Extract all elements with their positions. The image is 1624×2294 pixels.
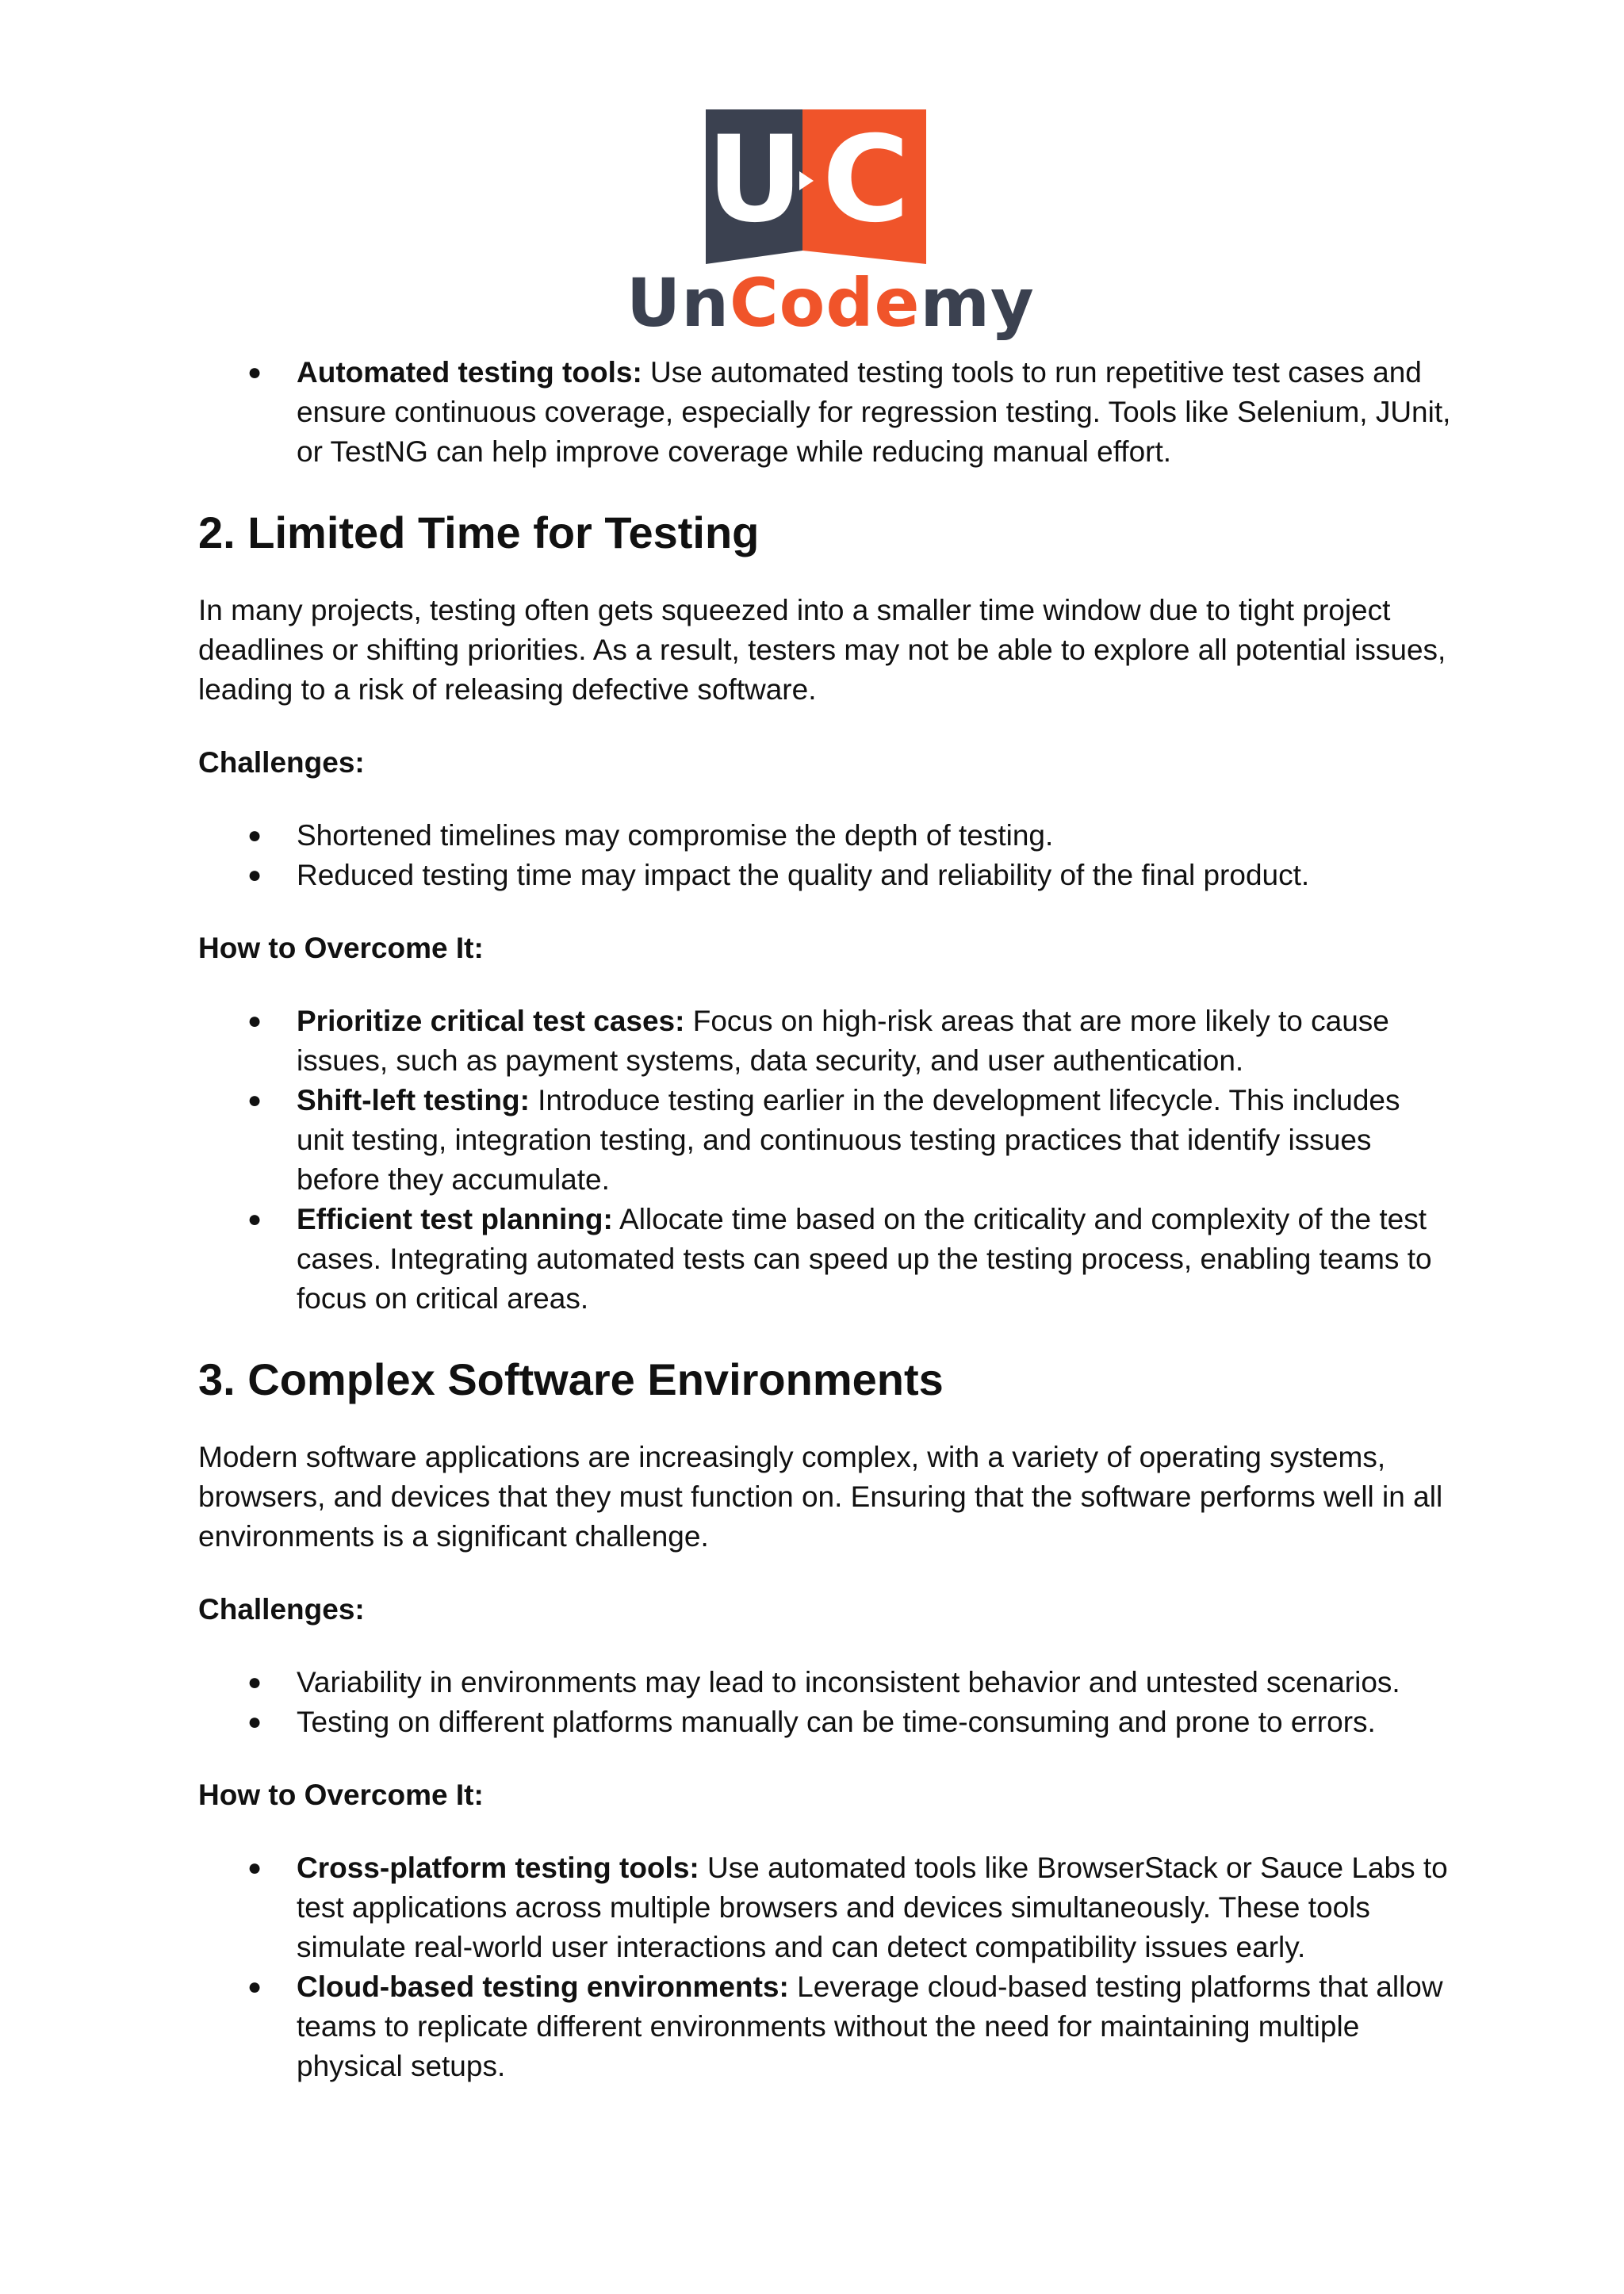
list-item: ● Variability in environments may lead to inconsistent behavior and untested scenarios. [198, 1663, 1451, 1702]
bullet-icon: ● [247, 1669, 262, 1695]
section-paragraph: Modern software applications are increasingly complex, with a variety of operating systems, browsers, and devices that they must function on. Ensuring that the software performs well in all environments is a significant challenge. [198, 1441, 1443, 1553]
overcome-list [198, 1848, 1451, 2086]
logo-letter-u: U [707, 111, 803, 249]
intro-list [198, 353, 1451, 472]
document-content [198, 353, 1451, 2086]
uncodemy-logo [626, 101, 1035, 347]
wordmark-my: my [920, 264, 1035, 342]
bullet-icon: ● [247, 862, 262, 888]
list-item: ● Reduced testing time may impact the quality and reliability of the final product. [198, 856, 1451, 895]
bullet-icon: ● [247, 1206, 262, 1232]
list-item [198, 353, 1451, 472]
bullet-icon: ● [247, 822, 262, 848]
list-item: ● Cloud-based testing environments: Leverage cloud-based testing platforms that allow teams to replicate different environments without the need for maintaining multiple physical setups. [198, 1967, 1451, 2086]
list-item: ● Efficient test planning: Allocate time based on the criticality and complexity of the test cases. Integrating automated tests can speed up the testing process, enabling teams to focus on critical areas. [198, 1200, 1451, 1319]
section-heading: 3. Complex Software Environments [198, 1354, 944, 1404]
overcome-list [198, 1001, 1451, 1319]
section-paragraph: In many projects, testing often gets squeezed into a smaller time window due to tight project deadlines or shifting priorities. As a result, testers may not be able to explore all potential issues, leading to a risk of releasing defective software. [198, 594, 1446, 706]
wordmark-un: Un [626, 264, 730, 342]
list-item: ● Shortened timelines may compromise the depth of testing. [198, 816, 1451, 856]
challenges-list [198, 816, 1451, 895]
overcome-label: How to Overcome It: [198, 1779, 484, 1811]
list-item: ● Cross-platform testing tools: Use automated tools like BrowserStack or Sauce Labs to test applications across multiple browsers and devices simultaneously. These tools simulate real-world user interactions and can detect compatibility issues early. [198, 1848, 1451, 1967]
section-heading: 2. Limited Time for Testing [198, 507, 760, 557]
wordmark-code: Code [730, 264, 921, 342]
logo-letter-c: C [822, 111, 910, 249]
list-item: ● Shift-left testing: Introduce testing earlier in the development lifecycle. This includes unit testing, integration testing, and continuous testing practices that identify issues before they accumulate. [198, 1081, 1451, 1200]
challenges-list [198, 1663, 1451, 1742]
logo-badge-icon [626, 101, 999, 264]
bullet-icon: ● [247, 1855, 262, 1881]
list-item-text: Use automated testing tools to run repetitive test cases and ensure continuous coverage, especially for regression testing. Tools like Selenium, JUnit, or TestNG can help improve coverage while reducing manual effort. [297, 356, 1451, 468]
bullet-icon: ● [247, 1709, 262, 1735]
list-item: ● Testing on different platforms manually can be time-consuming and prone to errors. [198, 1702, 1451, 1742]
challenges-label: Challenges: [198, 1593, 365, 1626]
bullet-icon: ● [247, 1087, 262, 1113]
bullet-icon: ● [247, 359, 262, 385]
logo-wordmark [626, 264, 1035, 342]
list-item: ● Prioritize critical test cases: Focus on high-risk areas that are more likely to cause issues, such as payment systems, data security, and user authentication. [198, 1001, 1451, 1081]
bullet-icon: ● [247, 1008, 262, 1034]
challenges-label: Challenges: [198, 746, 365, 779]
list-item-bold: Automated testing tools: [297, 356, 642, 389]
overcome-label: How to Overcome It: [198, 932, 484, 964]
bullet-icon: ● [247, 1974, 262, 2000]
